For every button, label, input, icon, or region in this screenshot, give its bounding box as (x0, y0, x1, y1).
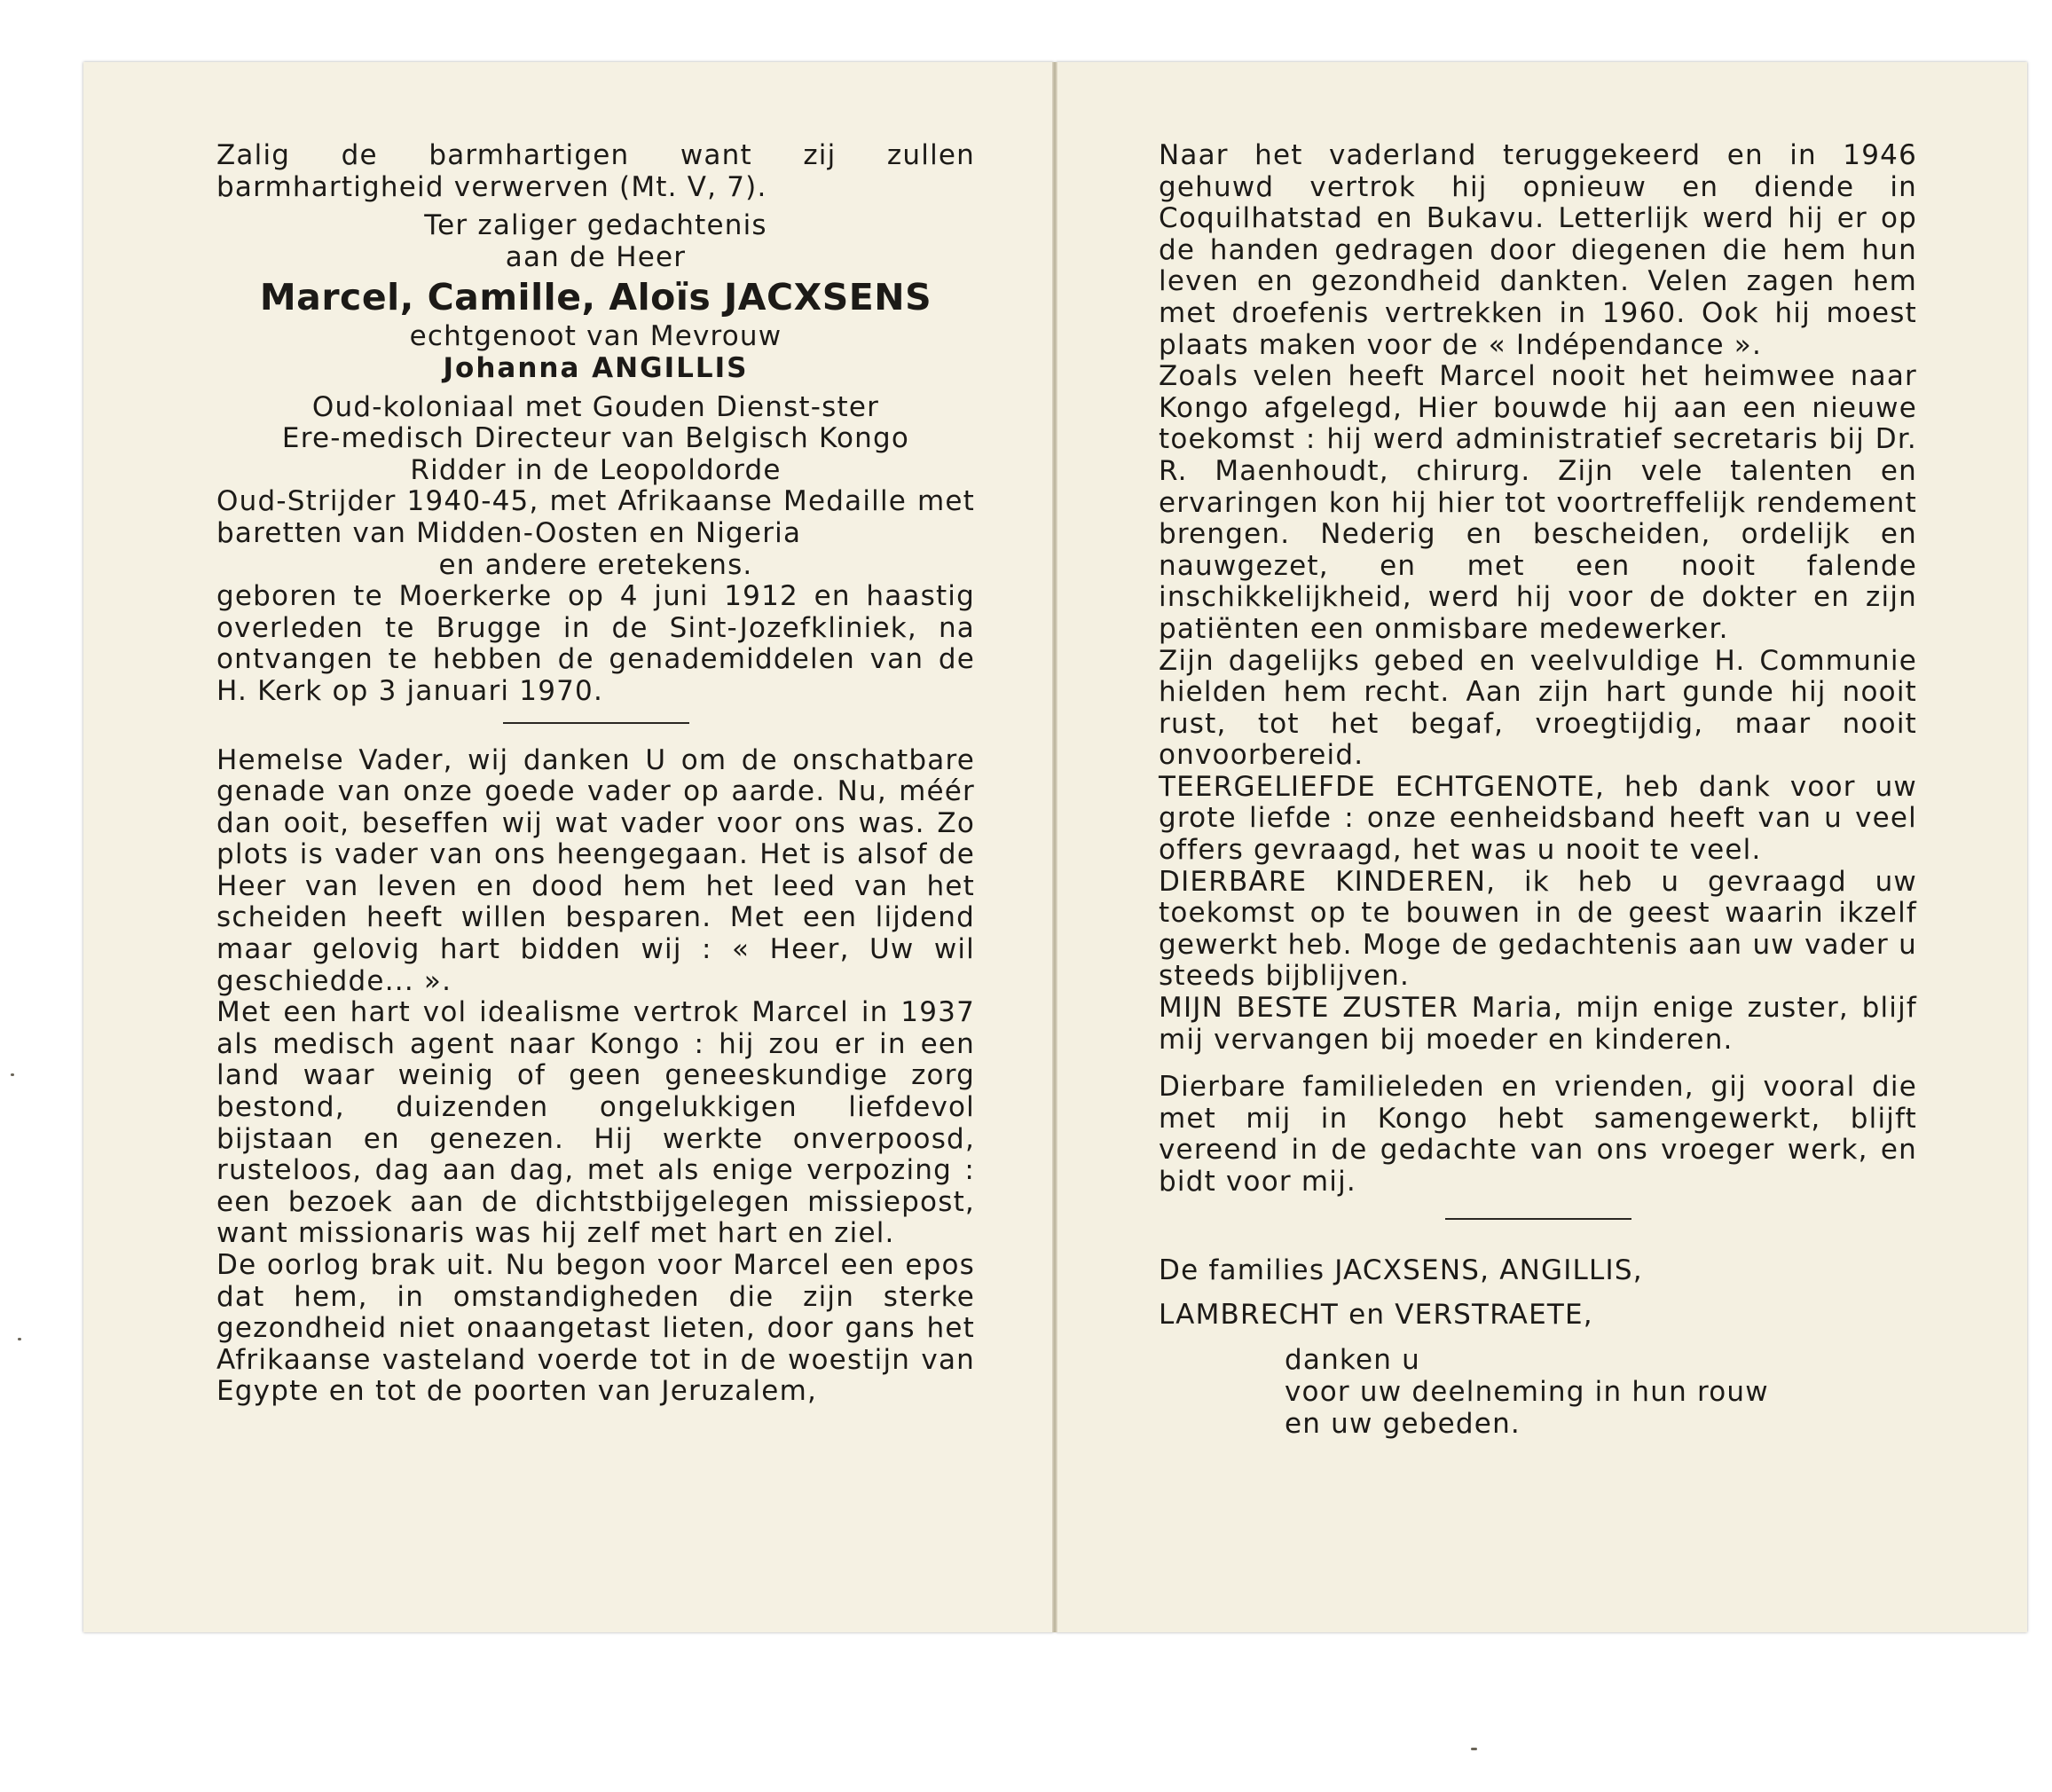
families-line: LAMBRECHT en VERSTRAETE, (1159, 1298, 1593, 1331)
thanks-line: voor uw deelneming in hun rouw (1285, 1375, 1769, 1408)
spouse-intro: echtgenoot van Mevrouw (409, 320, 782, 353)
veteran-text: Oud-Strijder 1940-45, met Afrikaanse Medaille met baretten van Midden-Oosten en Nigeria (216, 485, 975, 549)
deceased-name: Marcel, Camille, Aloïs JACXSENS (259, 276, 932, 319)
prayer-paragraph: Hemelse Vader, wij danken U om de onschatbare genade van onze goede vader op aarde. Nu, méér dan ooit, beseffen wij wat vader voor ons was. Zo plots is vader van ons heengegaan. Het is alsof de Heer van leven en dood hem het leed van het scheiden heeft willen besparen. Met een lijdend maar gelovig hart bidden wij : « Heer, Uw wil geschiedde... ». (216, 743, 975, 997)
thanks-line: danken u (1285, 1343, 1420, 1376)
honor-title: Ridder in de Leopoldorde (410, 453, 782, 486)
memorial-line: Ter zaliger gedachtenis (424, 209, 767, 242)
paper-speck (1471, 1748, 1477, 1750)
biography-paragraph: Zijn dagelijks gebed en veelvuldige H. Communie hielden hem recht. Aan zijn hart gunde hij nooit rust, tot het begaf, vroegtijdig, maar nooit onvoorbereid. (1159, 644, 1917, 772)
card-fold (1052, 62, 1057, 1632)
paper-speck (18, 1338, 21, 1340)
honor-title: Ere-medisch Directeur van Belgisch Kongo (281, 422, 910, 455)
spouse-name: Johanna ANGILLIS (443, 351, 749, 384)
veteran-text-end: en andere eretekens. (438, 548, 753, 581)
biography-paragraph: Met een hart vol idealisme vertrok Marcel in 1937 als medisch agent naar Kongo : hij zou er in een land waar weinig of geen geneeskundige zorg bestond, duizenden ongelukkigen liefdevol bijstaan en genezen. Hij werkte onverpoosd, rusteloos, dag aan dag, met als enige verpozing : een bezoek aan de dichtstbijgelegen missiepost, want missionaris was hij zelf met hart en ziel. (216, 996, 975, 1250)
biography-paragraph: Zoals velen heeft Marcel nooit het heimwee naar Kongo afgelegd, Hier bouwde hij aan een nieuwe toekomst : hij werd administratief secretaris bij Dr. R. Maenhoudt, chirurg. Zijn vele talenten en ervaringen kon hij hier tot voortreffelijk rendement brengen. Nederig en bescheiden, ordelijk en nauwgezet, en met een nooit falende inschikkelijkheid, werd hij voor de dokter en zijn patiënten een onmisbare medewerker. (1159, 360, 1917, 645)
divider-line (1445, 1218, 1631, 1220)
memorial-line: aan de Heer (505, 240, 687, 273)
right-text-column (1159, 140, 1917, 1440)
message-to-children: DIERBARE KINDEREN, ik heb u gevraagd uw toekomst op te bouwen in de geest waarin ikzelf gewerkt heb. Moge de gedachtenis aan uw vader u steeds bijblijven. (1159, 865, 1917, 993)
thanks-block (1159, 1344, 1917, 1440)
paper-speck (11, 1073, 14, 1076)
birth-death-text: geboren te Moerkerke op 4 juni 1912 en haastig overleden te Brugge in de Sint-Jozefkliniek, na ontvangen te hebben de genademiddelen van de H. Kerk op 3 januari 1970. (216, 580, 975, 707)
bible-verse: Zalig de barmhartigen want zij zullen barmhartigheid verwerven (Mt. V, 7). (216, 139, 975, 203)
message-to-family: Dierbare familieleden en vrienden, gij vooral die met mij in Kongo hebt samengewerkt, blijft vereend in de gedachte van ons vroeger werk, en bidt voor mij. (1159, 1071, 1917, 1198)
biography-paragraph: Naar het vaderland teruggekeerd en in 1946 gehuwd vertrok hij opnieuw en diende in Coquilhatstad en Bukavu. Letterlijk werd hij er op de handen gedragen door diegenen die hem hun leven en gezondheid dankten. Velen zagen hem met droefenis vertrekken in 1960. Ook hij moest plaats maken voor de « Indépendance ». (1159, 139, 1917, 361)
message-to-wife: TEERGELIEFDE ECHTGENOTE, heb dank voor uw grote liefde : onze eenheidsband heeft van u veel offers gevraagd, het was u nooit te veel. (1159, 770, 1917, 867)
families-line: De families JACXSENS, ANGILLIS, (1159, 1254, 1643, 1286)
divider-line (503, 722, 689, 724)
biography-paragraph: De oorlog brak uit. Nu begon voor Marcel een epos dat hem, in omstandigheden die zijn sterke gezondheid niet onaangetast lieten, door gans het Afrikaanse vasteland voerde tot in de woestijn van Egypte en tot de poorten van Jeruzalem, (216, 1249, 975, 1408)
message-to-sister: MIJN BESTE ZUSTER Maria, mijn enige zuster, blijf mij vervangen bij moeder en kinderen. (1159, 992, 1917, 1056)
honor-title: Oud-koloniaal met Gouden Dienst-ster (311, 390, 880, 423)
thanks-line: en uw gebeden. (1285, 1407, 1521, 1440)
left-text-column (216, 140, 975, 1408)
